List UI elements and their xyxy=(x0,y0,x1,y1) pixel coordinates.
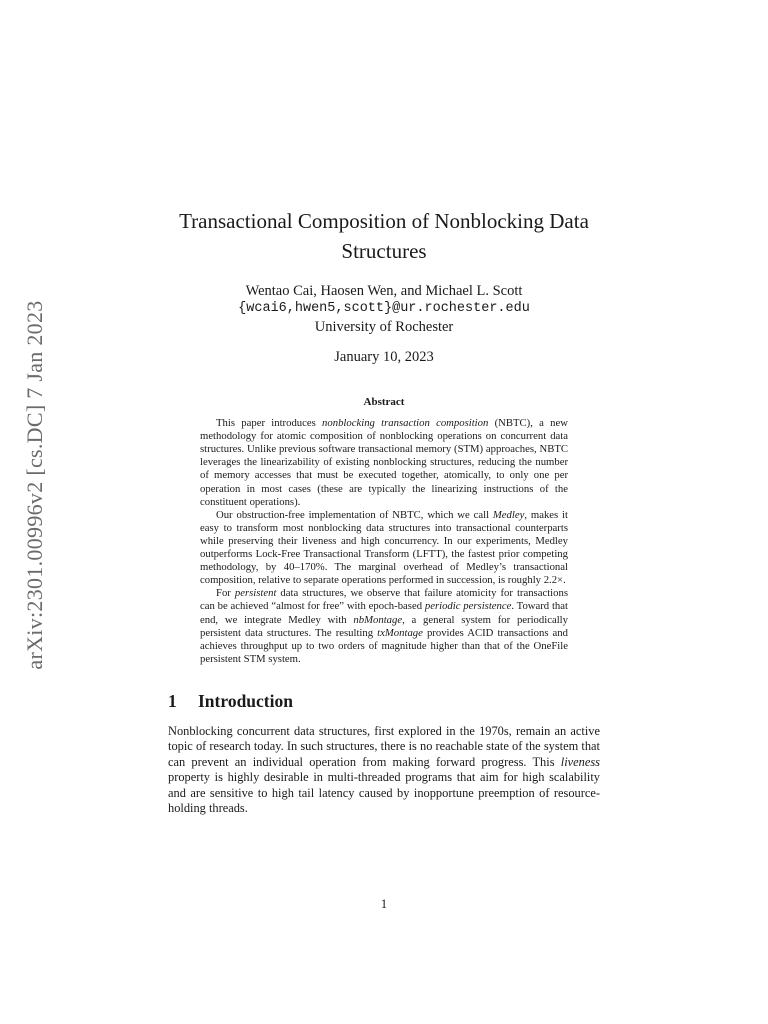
intro-p1-emph-liveness: liveness xyxy=(560,754,600,769)
abstract-p1-text-c: (NBTC), a new methodology for atomic composition of nonblocking operations on concurrent data structures. Unlike previous software transactional memory (STM) approaches, NBTC leverages the linearizability of existing nonblocking structures, reducing the number of memory accesses that must be executed together, atomically, to only one per operation in most cases (these are typically the linearizing instructions of the constituent operations). xyxy=(200,417,568,508)
author-list: Wentao Cai, Haosen Wen, and Michael L. Scott xyxy=(245,283,523,299)
arxiv-stamp-text: arXiv:2301.00996v2 [cs.DC] 7 Jan 2023 xyxy=(22,300,47,670)
intro-p1-text-c: property is highly desirable in multi-threaded programs that aim for high scalability and are sensitive to high tail latency caused by inopportune preemption of resource-holding threads. xyxy=(168,770,600,815)
abstract-paragraph-1 xyxy=(200,417,568,509)
section-heading-introduction xyxy=(168,690,600,712)
abstract-p3-emph-nbmontage: nbMontage xyxy=(353,613,403,626)
paper-date: January 10, 2023 xyxy=(334,349,434,365)
abstract-paragraph-2 xyxy=(200,509,568,588)
affiliation: University of Rochester xyxy=(314,319,454,335)
abstract-p2-text-a: Our obstruction-free implementation of NBTC, which we call xyxy=(216,508,493,521)
abstract-p2-text-c: , makes it easy to transform most nonblocking data structures into transactional counterparts while preserving their liveness and high concurrency. In our experiments, Medley outperforms Lock-Free Transactional Transform (LFTT), the fastest prior competing methodology, by 40–170%. The marginal overhead of Medley’s transactional composition, relative to separate operations performed in succession, is roughly 2.2×. xyxy=(200,508,568,587)
abstract-p1-emph-nbtc: nonblocking transaction composition xyxy=(322,417,489,430)
abstract xyxy=(200,396,568,666)
abstract-p3-text-a: For xyxy=(216,587,235,600)
abstract-p3-text-i: provides ACID transactions and achieves throughput up to two orders of magnitude higher than that of the OneFile persistent STM system. xyxy=(200,626,568,665)
abstract-p3-emph-persistent: persistent xyxy=(234,587,277,600)
abstract-p3-text-c: data structures, we observe that failure atomicity for transactions can be achieved “almost for free” with epoch-based xyxy=(200,587,568,613)
paper-page xyxy=(168,206,600,816)
abstract-p3-text-g: , a general system for periodically persistent data structures. The resulting xyxy=(200,613,568,639)
abstract-p3-emph-txmontage: txMontage xyxy=(377,626,423,639)
abstract-p2-emph-medley: Medley xyxy=(492,508,525,521)
author-email: {wcai6,hwen5,scott}@ur.rochester.edu xyxy=(238,301,530,316)
introduction-body xyxy=(168,724,600,816)
paper-title: Transactional Composition of Nonblocking Data Structures xyxy=(179,209,589,263)
abstract-paragraph-3 xyxy=(200,587,568,666)
abstract-p3-emph-periodic: periodic persistence xyxy=(424,600,512,613)
section-title: Introduction xyxy=(198,690,293,711)
abstract-p1-text-a: This paper introduces xyxy=(216,417,323,430)
section-number: 1 xyxy=(168,690,177,711)
intro-p1-text-a: Nonblocking concurrent data structures, first explored in the 1970s, remain an active topic of research today. In such structures, there is no reachable state of the system that can prevent an individual operation from making forward progress. This xyxy=(168,723,600,769)
arxiv-stamp xyxy=(10,280,60,690)
abstract-p3-text-e: . Toward that end, we integrate Medley with xyxy=(200,600,568,626)
intro-paragraph-1 xyxy=(168,724,600,816)
abstract-heading: Abstract xyxy=(363,396,405,408)
page-number: 1 xyxy=(380,897,388,911)
